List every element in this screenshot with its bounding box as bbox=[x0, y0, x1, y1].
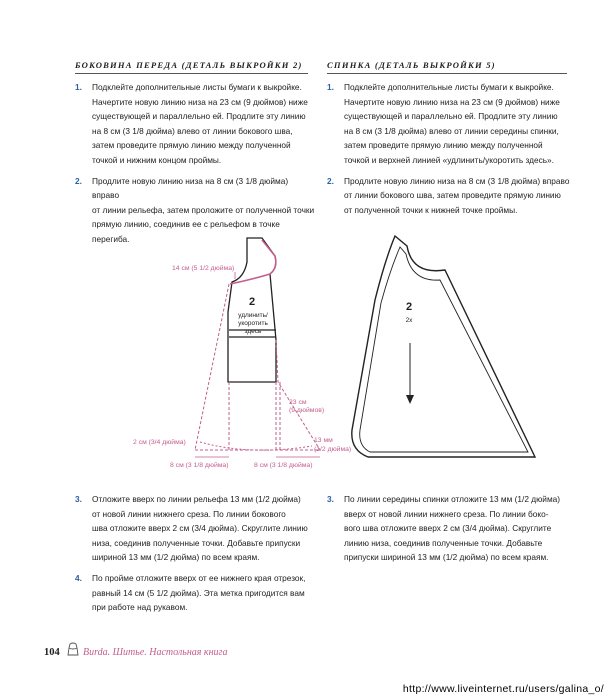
left-bottom-step-2 bbox=[75, 571, 315, 615]
lengthen-text-1: удлинить/ bbox=[238, 312, 268, 319]
step-line: По линии середины спинки отложите 13 мм (1/2 дюйма) bbox=[344, 494, 561, 504]
right-bottom-step-1 bbox=[327, 492, 572, 565]
label-8cm-left: 8 см (3 1/8 дюйма) bbox=[170, 462, 229, 469]
grain-arrow-head bbox=[406, 395, 414, 404]
step-line: затем проведите прямую линию между полученной bbox=[92, 140, 291, 151]
extension-outline bbox=[195, 284, 320, 450]
lengthen-text-2: укоротить bbox=[238, 320, 268, 327]
front-piece-number: 2 bbox=[248, 296, 256, 308]
step-number: 2. bbox=[327, 175, 334, 186]
step-number: 3. bbox=[75, 494, 82, 504]
step-line: Продлите новую линию низа на 8 см (3 1/8 дюйма) вправо bbox=[92, 175, 289, 201]
step-line: Отложите вверх по линии рельефа 13 мм (1/2 дюйма) bbox=[92, 494, 301, 504]
step-line: на 8 см (3 1/8 дюйма) влево от линии бокового шва, bbox=[92, 125, 293, 136]
step-line: припуски шириной 13 мм (1/2 дюйма) по всем краям. bbox=[344, 552, 549, 563]
lengthen-text-3: здесь bbox=[244, 328, 262, 335]
step-line: шва отложите вверх 2 см (3/4 дюйма). Скруглите линию bbox=[92, 523, 308, 534]
step-line: от линии рельефа, затем проложите от полученной точки bbox=[92, 204, 315, 215]
step-line: шириной 13 мм (1/2 дюйма) по всем краям. bbox=[92, 552, 260, 563]
step-line: Подклейте дополнительные листы бумаги к выкройке. bbox=[92, 82, 302, 92]
step-number: 2. bbox=[75, 175, 82, 186]
step-line: точкой и нижним концом проймы. bbox=[92, 154, 222, 165]
back-piece-count: 2x bbox=[405, 317, 413, 324]
left-bottom-step-1 bbox=[75, 492, 315, 565]
front-pattern-outline bbox=[228, 238, 276, 382]
step-line: равный 14 см (5 1/2 дюйма). Эта метка пригодится вам bbox=[92, 587, 305, 598]
step-line: от полученной точки к нижней точке проймы. bbox=[344, 204, 518, 215]
step-line: прямую линию, соединив ее с рельефом в точке перегиба. bbox=[92, 219, 280, 244]
right-steps-bottom bbox=[327, 492, 572, 571]
step-number: 4. bbox=[75, 572, 82, 583]
left-heading: БОКОВИНА ПЕРЕДА (ДЕТАЛЬ ВЫКРОЙКИ 2) bbox=[75, 60, 303, 70]
right-heading: СПИНКА (ДЕТАЛЬ ВЫКРОЙКИ 5) bbox=[327, 60, 496, 70]
label-23cm-1: 23 см bbox=[289, 399, 307, 406]
step-line: существующей и параллельно ей. Продлите эту линию bbox=[92, 111, 306, 122]
step-line: существующей и параллельно ей. Продлите эту линию bbox=[344, 111, 558, 122]
step-line: от линии бокового шва, затем проведите прямую линию bbox=[344, 190, 561, 201]
step-line: вверх от новой линии нижнего среза. По линии боко- bbox=[344, 508, 549, 519]
step-line: при работе над рукавом. bbox=[92, 602, 188, 613]
label-2cm: 2 см (3/4 дюйма) bbox=[133, 439, 186, 446]
step-number: 1. bbox=[327, 82, 334, 92]
back-pattern-inner bbox=[360, 247, 528, 452]
step-line: Продлите новую линию низа на 8 см (3 1/8 дюйма) вправо bbox=[344, 175, 570, 186]
step-line: По пройме отложите вверх от ее нижнего края отрезок, bbox=[92, 572, 306, 583]
book-title: Burda. Шитье. Настольная книга bbox=[83, 647, 228, 658]
step-line: низа, соединив полученные точки. Добавьте припуски bbox=[92, 537, 301, 548]
back-pattern-outline bbox=[352, 236, 535, 457]
page-number: 104 bbox=[44, 647, 60, 658]
dress-form-icon bbox=[66, 642, 80, 656]
step-line: Подклейте дополнительные листы бумаги к выкройке. bbox=[344, 82, 554, 92]
step-line: точкой и верхней линией «удлинить/укоротить здесь». bbox=[344, 154, 554, 165]
left-steps-bottom bbox=[75, 492, 315, 621]
step-line: вого шва отложите вверх 2 см (3/4 дюйма). Скруглите bbox=[344, 523, 552, 534]
step-line: от новой линии нижнего среза. По линии бокового bbox=[92, 508, 286, 519]
curved-hemline bbox=[200, 442, 312, 450]
step-line: линию низа, соединив полученные точки. Добавьте bbox=[344, 537, 543, 548]
step-line: Начертите новую линию низа на 23 см (9 дюймов) ниже bbox=[92, 96, 308, 107]
step-number: 1. bbox=[75, 82, 82, 92]
label-13mm-1: 13 мм bbox=[314, 437, 333, 444]
label-13mm-2: (1/2 дюйма) bbox=[314, 446, 352, 453]
step-line: Начертите новую линию низа на 23 см (9 дюймов) ниже bbox=[344, 96, 560, 107]
label-23cm-2: (9 дюймов) bbox=[289, 407, 325, 414]
step-line: затем проведите прямую линию между полученной bbox=[344, 140, 543, 151]
step-number: 3. bbox=[327, 494, 334, 504]
label-8cm-right: 8 см (3 1/8 дюйма) bbox=[254, 462, 313, 469]
step-line: на 8 см (3 1/8 дюйма) влево от линии середины спинки, bbox=[344, 125, 559, 136]
source-url: http://www.liveinternet.ru/users/galina_o/ bbox=[402, 683, 604, 695]
back-piece-number: 2 bbox=[405, 301, 413, 313]
label-armhole-14cm: 14 см (5 1/2 дюйма) bbox=[172, 265, 235, 272]
